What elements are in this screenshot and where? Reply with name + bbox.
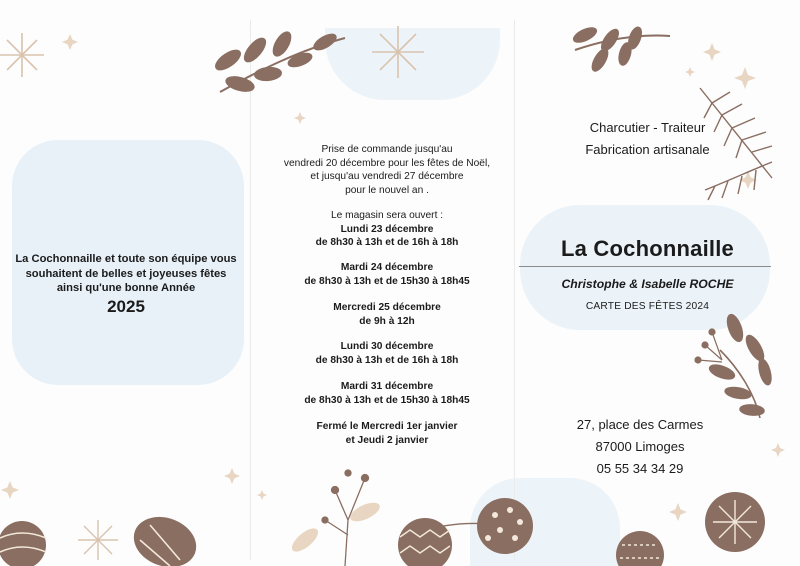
owners-name: Christophe & Isabelle ROCHE <box>561 277 734 291</box>
opening-heading: Le magasin sera ouvert : <box>330 210 444 221</box>
city-postcode: 87000 Limoges <box>595 439 685 454</box>
schedule-block <box>262 301 512 328</box>
berry-sprig-icon <box>322 470 369 566</box>
closure-notice <box>262 420 512 447</box>
branch-icon <box>572 25 670 72</box>
ornament-icon <box>616 531 664 566</box>
order-deadline <box>262 143 512 197</box>
schedule-block <box>262 380 512 407</box>
blob-top-center <box>325 28 500 100</box>
schedule-block <box>262 261 512 288</box>
divider <box>519 266 771 267</box>
schedule-day: Lundi 23 décembre <box>340 223 434 235</box>
schedule-day: Mercredi 25 décembre <box>333 302 441 313</box>
schedule-hours: de 8h30 à 13h et de 16h à 18h <box>315 237 459 249</box>
schedule-hours: de 9h à 12h <box>359 315 415 327</box>
schedule-block <box>262 340 512 367</box>
contact-block <box>520 414 760 480</box>
greeting-line: ainsi qu'une bonne Année <box>56 282 196 294</box>
closure-line: Fermé le Mercredi 1er janvier <box>316 421 458 432</box>
order-line: pour le nouvel an . <box>345 184 429 196</box>
tagline-line: Charcutier - Traiteur <box>589 120 706 135</box>
schedule-day: Mardi 24 décembre <box>340 262 434 273</box>
schedule-hours: de 8h30 à 13h et de 15h30 à 18h45 <box>304 394 470 406</box>
schedule-hours: de 8h30 à 13h et de 15h30 à 18h45 <box>304 275 470 287</box>
fold-line-right <box>514 20 515 560</box>
tagline <box>520 117 775 161</box>
ornament-icon <box>705 492 765 552</box>
star-icon <box>685 43 757 189</box>
ornament-icon <box>398 518 452 566</box>
greeting-message <box>8 252 244 296</box>
greeting-line: La Cochonnaille et toute son équipe vous <box>15 253 237 265</box>
blob-bottom <box>470 478 620 566</box>
snowflake-icon <box>0 33 44 77</box>
street-address: 27, place des Carmes <box>576 417 704 432</box>
menu-title: CARTE DES FÊTES 2024 <box>585 301 710 312</box>
ornament-icon <box>0 521 46 566</box>
star-icon <box>62 34 78 50</box>
schedule-day: Mardi 31 décembre <box>340 381 434 392</box>
phone-number: 05 55 34 34 29 <box>596 461 684 476</box>
order-line: et jusqu'au vendredi 27 décembre <box>310 171 464 183</box>
schedule-hours: de 8h30 à 13h et de 16h à 18h <box>315 354 459 366</box>
berry-sprig-icon <box>695 329 722 363</box>
schedule-day: Lundi 30 décembre <box>340 341 434 352</box>
closure-line: et Jeudi 2 janvier <box>345 434 429 446</box>
tagline-line: Fabrication artisanale <box>585 142 710 157</box>
order-line: Prise de commande jusqu'au <box>321 144 453 155</box>
opening-hours <box>262 209 512 250</box>
ornament-icon <box>127 509 204 566</box>
fold-line-left <box>250 20 251 560</box>
order-line: vendredi 20 décembre pour les fêtes de Noël, <box>283 157 491 169</box>
greeting-year: 2025 <box>107 297 145 316</box>
snowflake-icon <box>78 520 118 560</box>
greeting-line: souhaitent de belles et joyeuses fêtes <box>25 267 227 280</box>
star-icon <box>294 112 306 124</box>
brand-name: La Cochonnaille <box>561 236 734 261</box>
branch-icon <box>288 499 382 556</box>
